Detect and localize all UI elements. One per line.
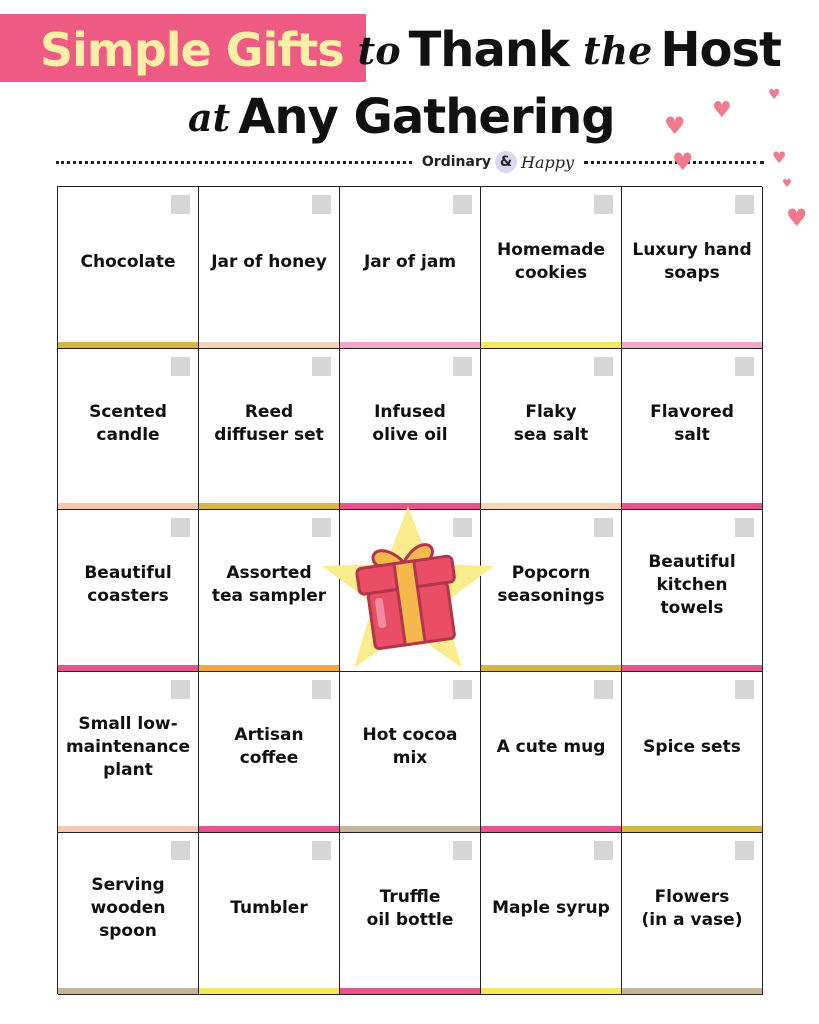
free-space-cell[interactable] (340, 510, 481, 672)
cell-label: Jar of honey (211, 251, 327, 272)
cell-checkbox[interactable] (735, 357, 754, 376)
grid-cell[interactable] (481, 187, 622, 349)
grid-cell[interactable] (199, 187, 340, 349)
grid-cell[interactable] (199, 833, 340, 995)
title-script-the: the (582, 27, 653, 73)
cell-checkbox[interactable] (594, 195, 613, 214)
page-title-line-1 (40, 10, 781, 90)
cell-label: Homemade cookies (496, 240, 606, 284)
title-rest: Any Gathering (238, 89, 615, 145)
heart-icon: ♥ (712, 98, 732, 123)
cell-label: Truffle oil bottle (366, 886, 454, 930)
cell-color-stripe (58, 503, 198, 509)
dotted-divider-left (56, 161, 412, 164)
cell-label: Beautiful kitchen towels (648, 551, 736, 618)
cell-checkbox[interactable] (453, 841, 472, 860)
title-host: Host (660, 22, 781, 78)
cell-label: Flowers (in a vase) (641, 886, 743, 930)
cell-color-stripe (622, 988, 762, 994)
grid-cell[interactable] (58, 510, 199, 672)
cell-checkbox[interactable] (312, 841, 331, 860)
heart-icon: ♥ (782, 177, 792, 190)
cell-color-stripe (481, 988, 621, 994)
cell-checkbox[interactable] (171, 518, 190, 537)
cell-checkbox[interactable] (735, 841, 754, 860)
cell-checkbox[interactable] (735, 680, 754, 699)
grid-cell[interactable] (622, 833, 763, 995)
cell-label: Popcorn seasonings (497, 563, 605, 607)
cell-label: Reed diffuser set (214, 401, 324, 445)
grid-cell[interactable] (481, 349, 622, 511)
grid-cell[interactable] (340, 833, 481, 995)
heart-icon: ♥ (786, 204, 808, 232)
cell-color-stripe (481, 665, 621, 671)
cell-checkbox[interactable] (312, 680, 331, 699)
grid-cell[interactable] (58, 187, 199, 349)
grid-cell[interactable] (622, 349, 763, 511)
grid-cell[interactable] (481, 833, 622, 995)
grid-cell[interactable] (622, 672, 763, 834)
title-highlight: Simple Gifts (40, 23, 344, 77)
cell-color-stripe (58, 342, 198, 348)
cell-color-stripe (199, 342, 339, 348)
heart-icon: ♥ (664, 112, 686, 140)
cell-label: Small low- maintenance plant (65, 713, 191, 780)
grid-cell[interactable] (340, 187, 481, 349)
cell-color-stripe (622, 342, 762, 348)
cell-color-stripe (199, 826, 339, 832)
cell-color-stripe (58, 988, 198, 994)
cell-checkbox[interactable] (171, 841, 190, 860)
brand-logo (412, 151, 584, 173)
cell-label: Maple syrup (492, 898, 610, 919)
grid-cell[interactable] (622, 187, 763, 349)
cell-checkbox[interactable] (171, 357, 190, 376)
grid-cell[interactable] (58, 833, 199, 995)
cell-label: Flaky sea salt (513, 401, 589, 445)
cell-checkbox[interactable] (594, 841, 613, 860)
cell-color-stripe (340, 342, 480, 348)
cell-checkbox[interactable] (594, 680, 613, 699)
cell-color-stripe (58, 826, 198, 832)
cell-label: Infused olive oil (372, 401, 448, 445)
grid-cell[interactable] (340, 672, 481, 834)
cell-label: Serving wooden spoon (90, 875, 166, 942)
title-thank: Thank (408, 22, 569, 78)
cell-color-stripe (58, 665, 198, 671)
cell-label: Beautiful coasters (84, 563, 172, 607)
cell-checkbox[interactable] (453, 195, 472, 214)
cell-checkbox[interactable] (453, 357, 472, 376)
cell-checkbox[interactable] (735, 518, 754, 537)
cell-checkbox[interactable] (171, 680, 190, 699)
grid-cell[interactable] (340, 349, 481, 511)
cell-checkbox[interactable] (171, 195, 190, 214)
cell-label: Scented candle (89, 401, 167, 445)
grid-cell[interactable] (199, 349, 340, 511)
cell-label: Assorted tea sampler (211, 563, 327, 607)
cell-label: Luxury hand soaps (632, 240, 752, 284)
cell-label: Artisan coffee (234, 725, 304, 769)
grid-cell[interactable] (622, 510, 763, 672)
cell-color-stripe (622, 665, 762, 671)
cell-color-stripe (622, 503, 762, 509)
brand-script: Happy (520, 152, 574, 172)
cell-label: Jar of jam (363, 251, 457, 272)
cell-checkbox[interactable] (594, 518, 613, 537)
grid-cell[interactable] (58, 672, 199, 834)
brand-divider (56, 150, 764, 174)
grid-cell[interactable] (58, 349, 199, 511)
cell-label: Tumbler (230, 898, 308, 919)
cell-checkbox[interactable] (312, 195, 331, 214)
cell-checkbox[interactable] (453, 680, 472, 699)
cell-color-stripe (199, 988, 339, 994)
heart-icon: ♥ (768, 87, 781, 103)
cell-checkbox[interactable] (453, 518, 472, 537)
cell-label: Chocolate (80, 251, 176, 272)
cell-checkbox[interactable] (594, 357, 613, 376)
cell-checkbox[interactable] (312, 357, 331, 376)
grid-cell[interactable] (199, 672, 340, 834)
cell-color-stripe (622, 826, 762, 832)
cell-label: Flavored salt (650, 401, 734, 445)
cell-label: Spice sets (643, 736, 741, 757)
cell-color-stripe (481, 342, 621, 348)
grid-cell[interactable] (481, 672, 622, 834)
cell-color-stripe (481, 826, 621, 832)
cell-color-stripe (340, 988, 480, 994)
heart-icon: ♥ (672, 148, 694, 176)
cell-color-stripe (340, 826, 480, 832)
title-script-to: to (357, 27, 401, 73)
heart-icon: ♥ (772, 148, 787, 167)
brand-ampersand: & (495, 151, 517, 173)
bingo-card (57, 186, 762, 994)
cell-checkbox[interactable] (735, 195, 754, 214)
cell-label: A cute mug (496, 736, 606, 757)
grid-cell[interactable] (481, 510, 622, 672)
brand-name: Ordinary (421, 154, 491, 170)
cell-color-stripe (481, 503, 621, 509)
page-title-line-2 (188, 84, 615, 150)
title-script-at: at (188, 94, 231, 140)
cell-label: Hot cocoa mix (362, 725, 458, 769)
